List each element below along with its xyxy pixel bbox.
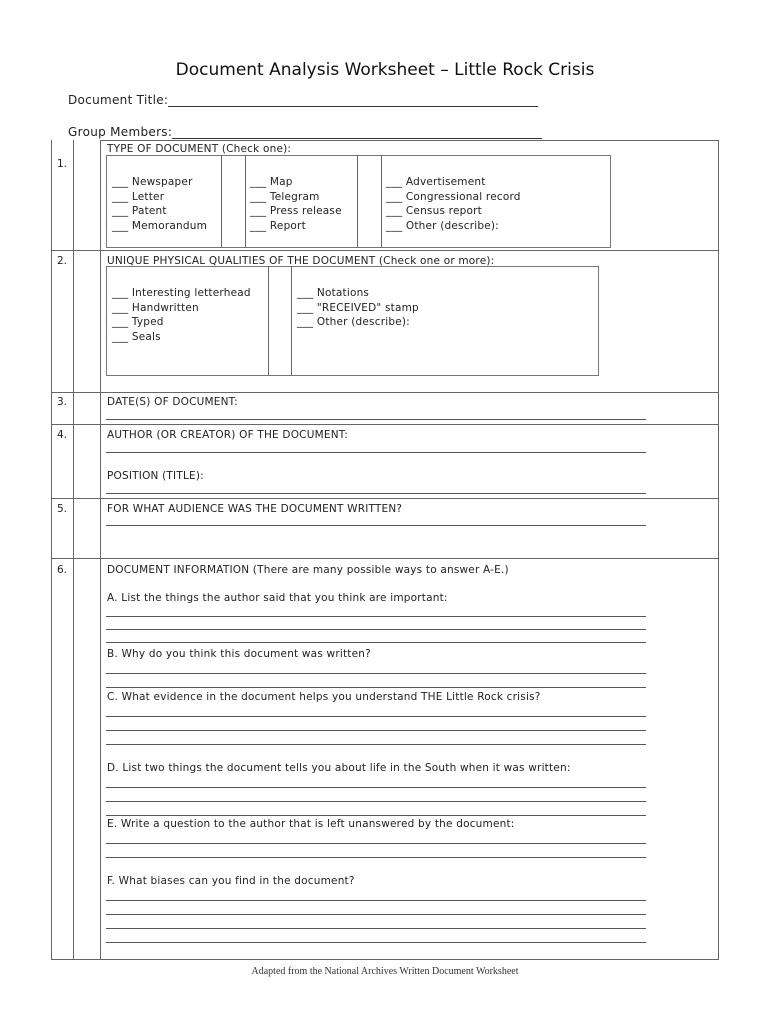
question-b: B. Why do you think this document was written? (107, 648, 371, 660)
section-5-heading: FOR WHAT AUDIENCE WAS THE DOCUMENT WRITTEN? (107, 503, 403, 515)
group-members-label: Group Members: (68, 125, 173, 139)
option-census-report[interactable]: ___ Census report (386, 205, 482, 217)
option-congressional-record[interactable]: ___ Congressional record (386, 190, 521, 203)
section-3-number: 3. (57, 396, 68, 408)
option-report[interactable]: ___ Report (250, 219, 306, 232)
answer-d-line[interactable] (106, 801, 646, 802)
question-a: A. List the things the author said that you think are important: (107, 592, 448, 604)
document-type-col3 (386, 175, 521, 233)
option-notations[interactable]: ___ Notations (297, 287, 370, 299)
author-answer-line[interactable] (106, 452, 646, 453)
answer-d-line[interactable] (106, 787, 646, 788)
answer-c-line[interactable] (106, 730, 646, 731)
group-members-field[interactable] (172, 126, 542, 139)
answer-f-line[interactable] (106, 928, 646, 929)
answer-e-line[interactable] (106, 857, 646, 858)
answer-a-line[interactable] (106, 616, 646, 617)
answer-a-line[interactable] (106, 642, 646, 643)
answer-e-line[interactable] (106, 843, 646, 844)
option-memorandum[interactable]: ___ Memorandum (112, 219, 208, 232)
section-4-number: 4. (57, 429, 68, 441)
option-telegram[interactable]: ___ Telegram (250, 190, 320, 203)
option-other[interactable]: ___ Other (describe): (386, 219, 499, 232)
option-letter[interactable]: ___ Letter (112, 190, 165, 203)
answer-a-line[interactable] (106, 629, 646, 630)
audience-answer-line[interactable] (106, 525, 646, 526)
answer-b-line[interactable] (106, 673, 646, 674)
section-1-number: 1. (57, 158, 68, 170)
section-6-heading: DOCUMENT INFORMATION (There are many possible ways to answer A-E.) (107, 564, 509, 576)
answer-b-line[interactable] (106, 687, 646, 688)
question-f: F. What biases can you find in the document? (107, 875, 355, 887)
date-answer-line[interactable] (106, 419, 646, 420)
position-answer-line[interactable] (106, 493, 646, 494)
document-title-label: Document Title: (68, 93, 169, 107)
section-2-number: 2. (57, 255, 68, 267)
footer-credit: Adapted from the National Archives Written Document Worksheet (251, 966, 519, 977)
answer-f-line[interactable] (106, 900, 646, 901)
option-newspaper[interactable]: ___ Newspaper (112, 176, 193, 188)
option-received-stamp[interactable]: ___ "RECEIVED" stamp (297, 301, 419, 314)
option-interesting-letterhead[interactable]: ___ Interesting letterhead (112, 287, 251, 299)
answer-c-line[interactable] (106, 744, 646, 745)
option-advertisement[interactable]: ___ Advertisement (386, 176, 486, 188)
option-seals[interactable]: ___ Seals (112, 330, 161, 343)
document-title-row (68, 93, 538, 107)
document-title-field[interactable] (168, 94, 538, 107)
section-3-heading: DATE(S) OF DOCUMENT: (107, 396, 238, 408)
option-typed[interactable]: ___ Typed (112, 316, 164, 328)
document-type-col1 (112, 175, 207, 233)
answer-c-line[interactable] (106, 716, 646, 717)
page-title: Document Analysis Worksheet – Little Rock Crisis (175, 60, 595, 80)
answer-f-line[interactable] (106, 942, 646, 943)
question-e: E. Write a question to the author that is left unanswered by the document: (107, 818, 515, 830)
document-type-col2 (250, 175, 342, 233)
position-label: POSITION (TITLE): (107, 470, 204, 482)
section-2-heading: UNIQUE PHYSICAL QUALITIES OF THE DOCUMENT (Check one or more): (107, 255, 495, 267)
physical-qualities-col2 (297, 286, 419, 330)
option-other-describe[interactable]: ___ Other (describe): (297, 316, 410, 328)
section-4-heading: AUTHOR (OR CREATOR) OF THE DOCUMENT: (107, 429, 348, 441)
answer-d-line[interactable] (106, 815, 646, 816)
option-map[interactable]: ___ Map (250, 176, 293, 188)
section-6-number: 6. (57, 564, 68, 576)
option-patent[interactable]: ___ Patent (112, 205, 167, 217)
question-c: C. What evidence in the document helps you understand THE Little Rock crisis? (107, 691, 541, 703)
option-press-release[interactable]: ___ Press release (250, 205, 342, 217)
question-d: D. List two things the document tells you about life in the South when it was written: (107, 762, 571, 774)
physical-qualities-col1 (112, 286, 251, 344)
answer-f-line[interactable] (106, 914, 646, 915)
group-members-row (68, 125, 542, 139)
section-1-heading: TYPE OF DOCUMENT (Check one): (107, 143, 292, 155)
section-5-number: 5. (57, 503, 68, 515)
option-handwritten[interactable]: ___ Handwritten (112, 301, 199, 314)
